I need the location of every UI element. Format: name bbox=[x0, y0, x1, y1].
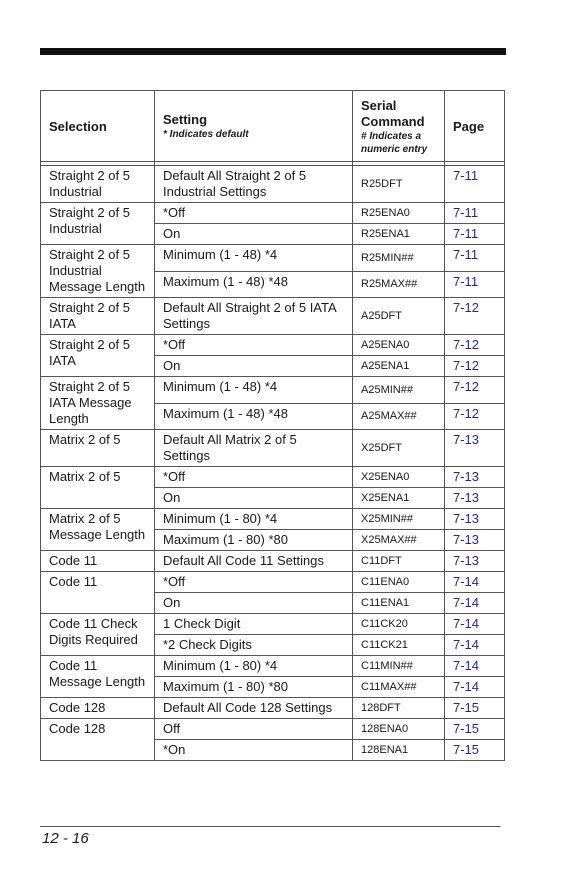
setting-cell: *Off bbox=[155, 572, 353, 593]
setting-cell: Default All Straight 2 of 5 Industrial Settings bbox=[155, 166, 353, 203]
setting-cell: Minimum (1 - 80) *4 bbox=[155, 509, 353, 530]
selection-cell: Straight 2 of 5 IATA Message Length bbox=[41, 377, 155, 430]
table-row bbox=[41, 572, 505, 593]
serial-command-cell: X25ENA0 bbox=[353, 467, 445, 488]
serial-command-cell: A25MAX## bbox=[353, 403, 445, 430]
table-row bbox=[41, 203, 505, 224]
serial-command-cell: C11ENA1 bbox=[353, 593, 445, 614]
page-link[interactable]: 7-13 bbox=[445, 430, 505, 467]
selection-cell: Code 128 bbox=[41, 698, 155, 719]
setting-cell: On bbox=[155, 224, 353, 245]
selection-cell: Straight 2 of 5 Industrial bbox=[41, 203, 155, 245]
page-link[interactable]: 7-11 bbox=[445, 224, 505, 245]
header-serial-line1: Serial bbox=[361, 97, 397, 113]
header-page: Page bbox=[445, 91, 505, 162]
selection-cell: Code 11 Message Length bbox=[41, 656, 155, 698]
selection-cell: Matrix 2 of 5 bbox=[41, 467, 155, 509]
table-row bbox=[41, 656, 505, 677]
serial-command-cell: R25ENA1 bbox=[353, 224, 445, 245]
header-setting-note: * Indicates default bbox=[163, 129, 249, 140]
serial-command-cell: C11MAX## bbox=[353, 677, 445, 698]
serial-command-cell: X25MIN## bbox=[353, 509, 445, 530]
table-header-row bbox=[41, 91, 505, 162]
page-link[interactable]: 7-12 bbox=[445, 403, 505, 430]
page-link[interactable]: 7-15 bbox=[445, 719, 505, 740]
table-row bbox=[41, 509, 505, 530]
page-link[interactable]: 7-11 bbox=[445, 166, 505, 203]
selection-cell: Matrix 2 of 5 Message Length bbox=[41, 509, 155, 551]
serial-command-cell: X25DFT bbox=[353, 430, 445, 467]
serial-command-cell: R25DFT bbox=[353, 166, 445, 203]
setting-cell: On bbox=[155, 488, 353, 509]
page-link[interactable]: 7-14 bbox=[445, 593, 505, 614]
setting-cell: Default All Straight 2 of 5 IATA Settings bbox=[155, 298, 353, 335]
page-link[interactable]: 7-12 bbox=[445, 377, 505, 404]
page-link[interactable]: 7-13 bbox=[445, 530, 505, 551]
table-row bbox=[41, 377, 505, 404]
header-setting bbox=[155, 91, 353, 162]
table-row bbox=[41, 698, 505, 719]
table-row bbox=[41, 430, 505, 467]
selection-cell: Code 11 Check Digits Required bbox=[41, 614, 155, 656]
header-serial-command bbox=[353, 91, 445, 162]
table-row bbox=[41, 551, 505, 572]
setting-cell: Minimum (1 - 48) *4 bbox=[155, 377, 353, 404]
page-link[interactable]: 7-13 bbox=[445, 551, 505, 572]
page-link[interactable]: 7-14 bbox=[445, 656, 505, 677]
selection-cell: Code 11 bbox=[41, 551, 155, 572]
table-body bbox=[41, 166, 505, 761]
top-rule bbox=[40, 48, 506, 55]
serial-command-cell: 128ENA1 bbox=[353, 740, 445, 761]
setting-cell: Maximum (1 - 48) *48 bbox=[155, 403, 353, 430]
setting-cell: Off bbox=[155, 719, 353, 740]
setting-cell: *Off bbox=[155, 335, 353, 356]
page-link[interactable]: 7-15 bbox=[445, 740, 505, 761]
selection-cell: Straight 2 of 5 IATA bbox=[41, 298, 155, 335]
serial-command-cell: X25ENA1 bbox=[353, 488, 445, 509]
selection-cell: Code 128 bbox=[41, 719, 155, 761]
setting-cell: Maximum (1 - 80) *80 bbox=[155, 677, 353, 698]
page-link[interactable]: 7-14 bbox=[445, 614, 505, 635]
serial-command-cell: A25DFT bbox=[353, 298, 445, 335]
serial-command-cell: C11CK21 bbox=[353, 635, 445, 656]
serial-command-cell: C11CK20 bbox=[353, 614, 445, 635]
serial-command-cell: A25ENA0 bbox=[353, 335, 445, 356]
table-row bbox=[41, 166, 505, 203]
table-row bbox=[41, 335, 505, 356]
serial-command-cell: C11ENA0 bbox=[353, 572, 445, 593]
setting-cell: Maximum (1 - 48) *48 bbox=[155, 271, 353, 298]
serial-command-cell: C11MIN## bbox=[353, 656, 445, 677]
setting-cell: 1 Check Digit bbox=[155, 614, 353, 635]
page-link[interactable]: 7-11 bbox=[445, 245, 505, 272]
serial-command-cell: R25MAX## bbox=[353, 271, 445, 298]
setting-cell: Default All Matrix 2 of 5 Settings bbox=[155, 430, 353, 467]
serial-command-table bbox=[40, 90, 505, 761]
page-link[interactable]: 7-14 bbox=[445, 572, 505, 593]
header-selection: Selection bbox=[41, 91, 155, 162]
selection-cell: Straight 2 of 5 Industrial bbox=[41, 166, 155, 203]
header-setting-label: Setting bbox=[163, 112, 208, 127]
page-link[interactable]: 7-12 bbox=[445, 335, 505, 356]
serial-command-cell: A25ENA1 bbox=[353, 356, 445, 377]
setting-cell: Maximum (1 - 80) *80 bbox=[155, 530, 353, 551]
page-number: 12 - 16 bbox=[42, 830, 89, 847]
setting-cell: On bbox=[155, 356, 353, 377]
setting-cell: Minimum (1 - 48) *4 bbox=[155, 245, 353, 272]
table-row bbox=[41, 298, 505, 335]
selection-cell: Matrix 2 of 5 bbox=[41, 430, 155, 467]
selection-cell: Code 11 bbox=[41, 572, 155, 614]
page-link[interactable]: 7-11 bbox=[445, 271, 505, 298]
page-link[interactable]: 7-13 bbox=[445, 488, 505, 509]
page-link[interactable]: 7-15 bbox=[445, 698, 505, 719]
page-link[interactable]: 7-12 bbox=[445, 356, 505, 377]
page-link[interactable]: 7-11 bbox=[445, 203, 505, 224]
page-link[interactable]: 7-13 bbox=[445, 509, 505, 530]
serial-command-cell: C11DFT bbox=[353, 551, 445, 572]
serial-command-cell: X25MAX## bbox=[353, 530, 445, 551]
header-serial-note: # Indicates a numeric entry bbox=[361, 130, 428, 155]
bottom-rule bbox=[40, 826, 500, 827]
page-link[interactable]: 7-14 bbox=[445, 635, 505, 656]
page-link[interactable]: 7-12 bbox=[445, 298, 505, 335]
setting-cell: *Off bbox=[155, 203, 353, 224]
serial-command-cell: R25ENA0 bbox=[353, 203, 445, 224]
serial-command-cell: R25MIN## bbox=[353, 245, 445, 272]
table-row bbox=[41, 245, 505, 272]
selection-cell: Straight 2 of 5 IATA bbox=[41, 335, 155, 377]
table-row bbox=[41, 719, 505, 740]
table-row bbox=[41, 467, 505, 488]
setting-cell: Default All Code 11 Settings bbox=[155, 551, 353, 572]
setting-cell: Default All Code 128 Settings bbox=[155, 698, 353, 719]
setting-cell: *2 Check Digits bbox=[155, 635, 353, 656]
setting-cell: *Off bbox=[155, 467, 353, 488]
selection-cell: Straight 2 of 5 Industrial Message Length bbox=[41, 245, 155, 298]
setting-cell: On bbox=[155, 593, 353, 614]
setting-cell: Minimum (1 - 80) *4 bbox=[155, 656, 353, 677]
serial-command-cell: 128ENA0 bbox=[353, 719, 445, 740]
serial-command-cell: A25MIN## bbox=[353, 377, 445, 404]
page-link[interactable]: 7-14 bbox=[445, 677, 505, 698]
page-link[interactable]: 7-13 bbox=[445, 467, 505, 488]
serial-command-cell: 128DFT bbox=[353, 698, 445, 719]
header-serial-line2: Command bbox=[361, 113, 425, 129]
table-row bbox=[41, 614, 505, 635]
setting-cell: *On bbox=[155, 740, 353, 761]
